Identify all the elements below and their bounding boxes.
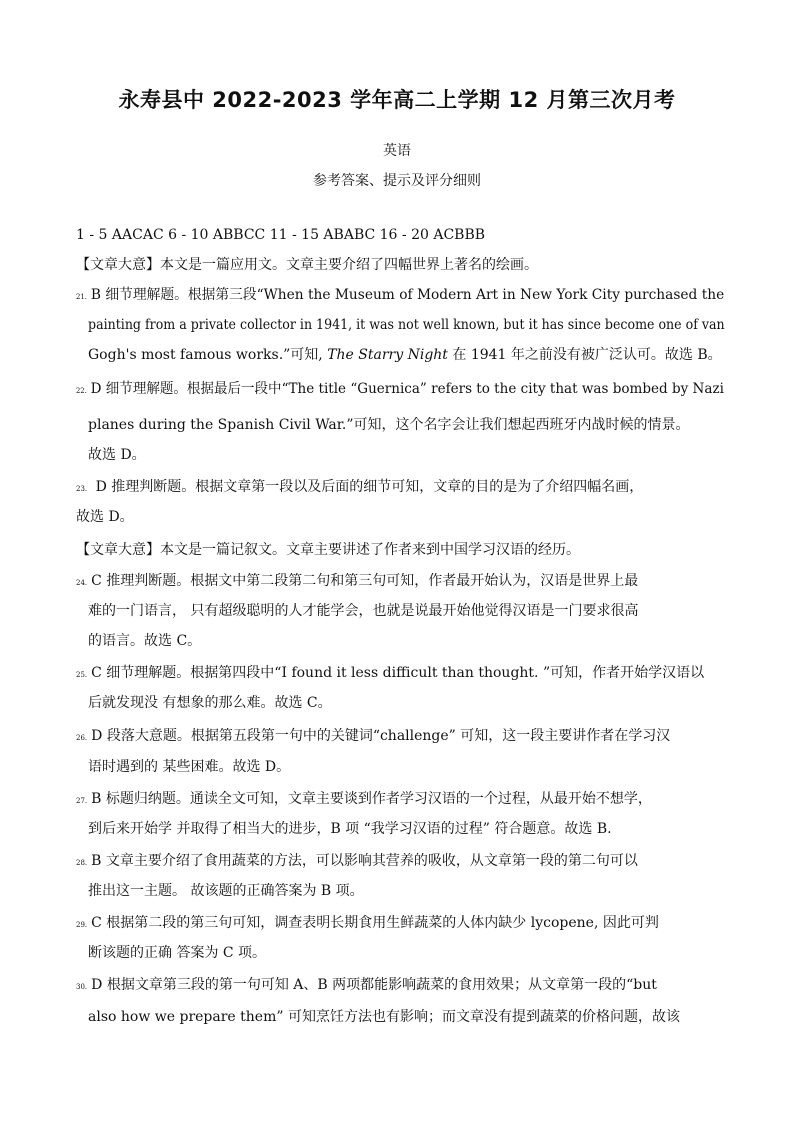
q23-text-1: D 推理判断题。根据文章第一段以及后面的细节可知，文章的目的是为了介绍四幅名画， [91, 479, 644, 495]
passage-a-summary: 【文章大意】本文是一篇应用文。文章主要介绍了四幅世界上著名的绘画。 [76, 257, 538, 273]
q30-line-1 [76, 976, 657, 996]
q27-line-1 [76, 790, 652, 810]
q21-text-3c: 在 1941 年之前没有被广泛认可。故选 B。 [447, 347, 722, 363]
q24-line-2: 难的一门语言， 只有超级聪明的人才能学会，也就是说最开始他觉得汉语是一门要求很高 [88, 603, 639, 619]
question-number: 23. [76, 485, 88, 493]
q30-text-1: D 根据文章第三段的第一句可知 A、B 两项都能影响蔬菜的食用效果；从文章第一段的“but [91, 977, 657, 993]
painting-title: The Starry Night [327, 347, 448, 363]
q21-text-3a: Gogh's most famous works.”可知, [88, 347, 328, 363]
q25-text-1: C 细节理解题。根据第四段中“I found it less difficult than thought. ”可知，作者开始学汉语以 [91, 665, 705, 681]
question-number: 21. [76, 293, 87, 301]
question-number: 29. [76, 921, 88, 929]
q21-text-1: B 细节理解题。根据第三段“When the Museum of Modern Art in New York City purchased the [90, 287, 725, 303]
q24-line-1 [76, 572, 638, 592]
answer-key-line: 1 - 5 AACAC 6 - 10 ABBCC 11 - 15 ABABC 16 - 20 ACBBB [76, 227, 486, 243]
q23-line-1 [76, 478, 643, 498]
q26-text-1: D 段落大意题。根据第五段第一句中的关键词“challenge” 可知，这一段主要讲作者在学习汉 [91, 728, 671, 744]
subject-heading: 英语 [383, 143, 411, 159]
q29-text-1: C 根据第二段的第三句可知，调查表明长期食用生鲜蔬菜的人体内缺少 lycopene, 因此可判 [91, 915, 659, 931]
q28-text-1: B 文章主要介绍了食用蔬菜的方法，可以影响其营养的吸收，从文章第一段的第二句可以 [91, 853, 638, 869]
q26-line-1 [76, 727, 670, 747]
question-number: 24. [76, 579, 88, 587]
question-number: 27. [76, 797, 88, 805]
q27-line-2: 到后来开始学 并取得了相当大的进步，B 项 “我学习汉语的过程” 符合题意。故选 B. [88, 821, 612, 837]
q30-line-2: also how we prepare them” 可知烹饪方法也有影响；而文章没有提到蔬菜的价格问题，故该 [88, 1009, 680, 1025]
passage-b-summary: 【文章大意】本文是一篇记叙文。文章主要讲述了作者来到中国学习汉语的经历。 [76, 542, 580, 558]
q26-line-2: 语时遇到的 某些困难。故选 D。 [88, 759, 291, 775]
q28-line-1 [76, 852, 638, 872]
question-number: 30. [76, 983, 88, 991]
document-subtitle: 参考答案、提示及评分细则 [313, 173, 481, 189]
q22-line-1 [76, 380, 724, 400]
question-number: 22. [76, 387, 87, 395]
q24-text-1: C 推理判断题。根据文中第二段第二句和第三句可知，作者最开始认为，汉语是世界上最 [91, 573, 639, 589]
document-title: 永寿县中 2022-2023 学年高二上学期 12 月第三次月考 [118, 88, 676, 112]
q21-line-3 [88, 346, 722, 364]
question-number: 28. [76, 859, 88, 867]
q22-line-2: planes during the Spanish Civil War.”可知，这个名字会让我们想起西班牙内战时候的情景。 [88, 417, 690, 433]
q21-line-1 [76, 286, 724, 306]
q22-text-1: D 细节理解题。根据最后一段中“The title “Guernica” refers to the city that was bombed by Nazi [90, 381, 724, 397]
q23-line-2: 故选 D。 [76, 509, 134, 525]
q29-line-1 [76, 914, 659, 934]
q25-line-2: 后就发现没 有想象的那么难。故选 C。 [88, 695, 332, 711]
q25-line-1 [76, 664, 704, 684]
q27-text-1: B 标题归纳题。通读全文可知，文章主要谈到作者学习汉语的一个过程，从最开始不想学， [91, 791, 652, 807]
q28-line-2: 推出这一主题。 故该题的正确答案为 B 项。 [88, 883, 364, 899]
question-number: 26. [76, 734, 88, 742]
q22-line-3: 故选 D。 [88, 447, 146, 463]
q21-line-2: painting from a private collector in 1941, it was not well known, but it has since become one of van [88, 317, 725, 333]
q29-line-2: 断该题的正确 答案为 C 项。 [88, 945, 267, 961]
question-number: 25. [76, 671, 88, 679]
q24-line-3: 的语言。故选 C。 [88, 633, 202, 649]
